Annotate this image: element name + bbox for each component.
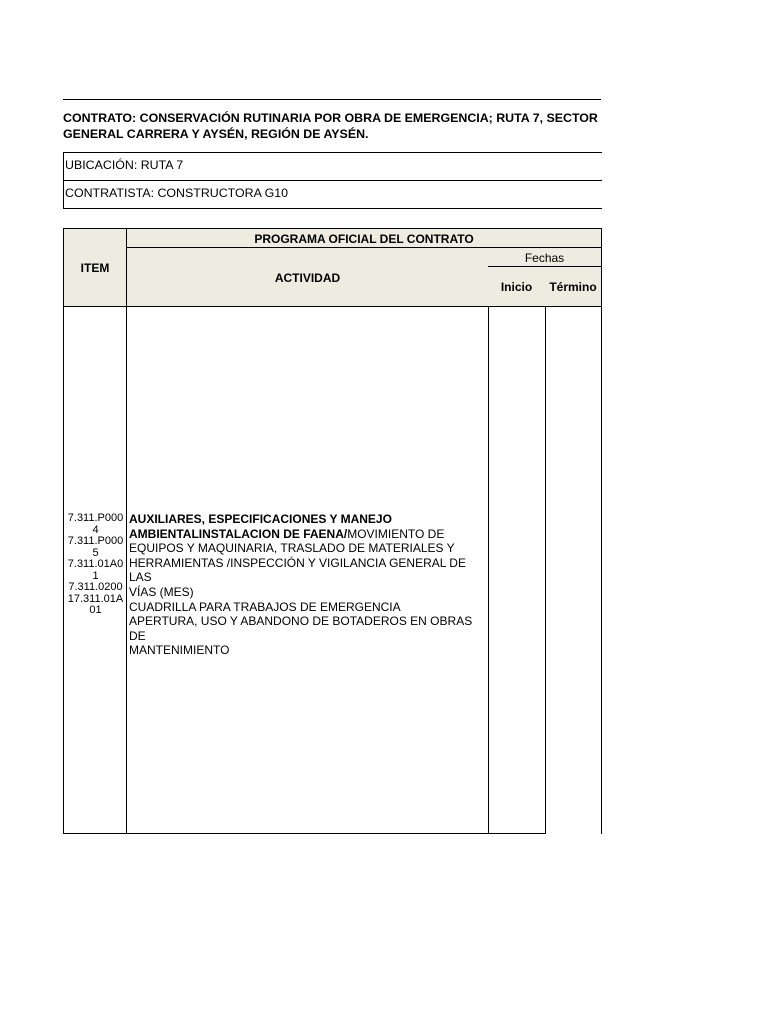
item-code: 01 <box>89 604 102 616</box>
dates-group-header <box>488 247 602 267</box>
activity-line: HERRAMIENTAS /INSPECCIÓN Y VIGILANCIA GENERAL DE LAS <box>129 555 466 585</box>
contract-title <box>63 110 608 142</box>
activity-line: AUXILIARES, ESPECIFICACIONES Y MANEJO <box>129 512 392 526</box>
activity-bold-segment: AMBIENTALINSTALACION DE FAENA/ <box>129 526 348 541</box>
item-code: 7.311.01A0 <box>67 558 124 570</box>
contract-title-block <box>63 99 601 153</box>
item-cell <box>63 306 127 834</box>
item-column-header <box>63 228 127 307</box>
start-date-header-text: Inicio <box>500 280 533 294</box>
item-code: 1 <box>92 569 99 582</box>
end-date-cell <box>545 306 602 834</box>
activity-line: EQUIPOS Y MAQUINARIA, TRASLADO DE MATERIALES Y <box>129 541 455 556</box>
location-row <box>63 152 602 180</box>
end-date-column-header <box>545 266 602 307</box>
contract-title-line-2: GENERAL CARRERA Y AYSÉN, REGIÓN DE AYSÉN. <box>63 127 369 141</box>
start-date-column-header <box>488 266 546 307</box>
item-code: 17.311.01A <box>67 592 124 605</box>
contractor-row <box>63 180 602 209</box>
activity-text-segment: MOVIMIENTO DE <box>347 526 445 541</box>
item-code: 7.311.P000 <box>67 512 124 524</box>
activity-line: VÍAS (MES) <box>129 584 194 599</box>
location-label: UBICACIÓN: RUTA 7 <box>65 158 184 172</box>
program-title-text: PROGRAMA OFICIAL DEL CONTRATO <box>254 231 474 246</box>
activity-line: MANTENIMIENTO <box>129 643 230 658</box>
end-date-header-text: Término <box>549 280 597 294</box>
activity-line: CUADRILLA PARA TRABAJOS DE EMERGENCIA <box>129 599 401 614</box>
item-code: 7.311.0200 <box>68 581 123 593</box>
program-table <box>63 228 602 834</box>
activity-line <box>129 527 487 542</box>
item-code: 4 <box>92 523 99 536</box>
contract-title-line-1: CONTRATO: CONSERVACIÓN RUTINARIA POR OBRA DE EMERGENCIA; RUTA 7, SECTOR <box>63 111 598 125</box>
dates-header-text: Fechas <box>524 250 565 265</box>
start-date-cell <box>488 306 546 834</box>
contractor-label: CONTRATISTA: CONSTRUCTORA G10 <box>65 186 289 200</box>
activity-description <box>129 512 487 658</box>
program-title-header <box>127 228 602 248</box>
item-code: 7.311.P000 <box>67 535 124 547</box>
activity-cell <box>127 306 489 834</box>
activity-column-header <box>127 247 489 307</box>
activity-line: APERTURA, USO Y ABANDONO DE BOTADEROS EN OBRAS DE <box>129 614 473 643</box>
item-code: 5 <box>92 546 99 559</box>
item-codes <box>64 513 127 617</box>
activity-header-text: ACTIVIDAD <box>274 270 341 285</box>
item-header-text: ITEM <box>80 261 110 275</box>
